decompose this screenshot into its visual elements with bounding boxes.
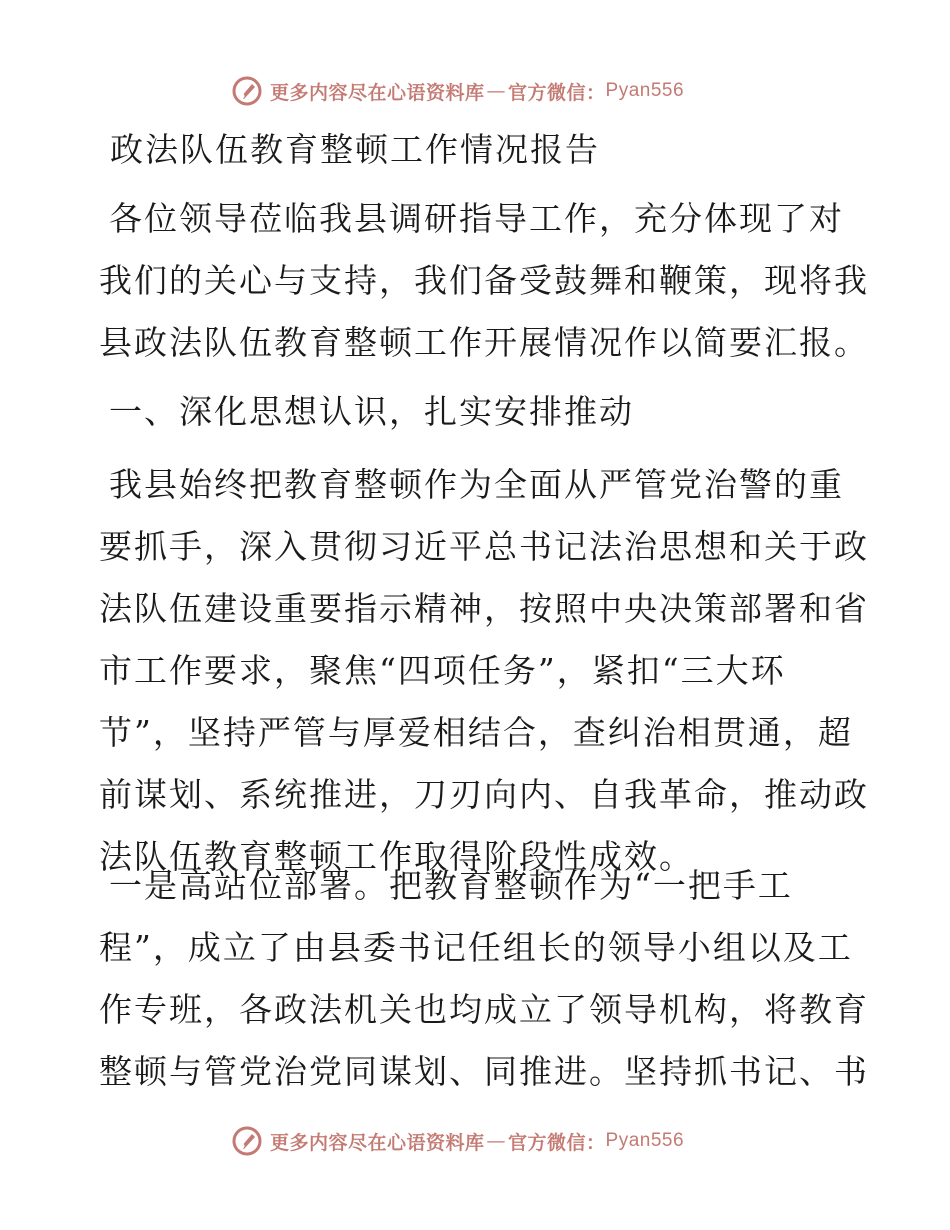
text-line: 作专班，各政法机关也均成立了领导机构，将教育: [99, 990, 869, 1029]
watermark-footer: [232, 1121, 684, 1161]
document-title: 政法队伍教育整顿工作情况报告: [110, 130, 600, 169]
text-line: 我县始终把教育整顿作为全面从严管党治警的重: [109, 465, 844, 504]
text-line: 各位领导莅临我县调研指导工作，充分体现了对: [109, 199, 844, 238]
text-line: 要抓手，深入贯彻习近平总书记法治思想和关于政: [99, 527, 869, 566]
watermark-header: [232, 71, 684, 111]
section1-paragraph: [99, 454, 869, 888]
text-line: 法队伍教育整顿工作取得阶段性成效。: [99, 837, 694, 876]
text-line: 程”，成立了由县委书记任组长的领导小组以及工: [99, 928, 853, 967]
text-line: 整顿与管党治党同谋划、同推进。坚持抓书记、书: [99, 1052, 869, 1091]
watermark-separator: —: [486, 1130, 507, 1152]
section-heading-text: 一、深化思想认识，扎实安排推动: [109, 392, 634, 431]
watermark-account: Pyan556: [605, 1130, 685, 1151]
pen-circle-icon: [232, 76, 262, 106]
text-line: 前谋划、系统推进，刀刃向内、自我革命，推动政: [99, 775, 869, 814]
intro-paragraph: [99, 188, 869, 374]
point1-paragraph: [99, 855, 869, 1103]
text-line: 一是高站位部署。把教育整顿作为“一把手工: [109, 866, 793, 905]
watermark-separator: —: [486, 80, 507, 102]
pen-circle-icon: [232, 1126, 262, 1156]
text-line: 市工作要求，聚焦“四项任务”，紧扣“三大环: [99, 651, 786, 690]
text-line: 法队伍建设重要指示精神，按照中央决策部署和省: [99, 589, 869, 628]
text-line: 节”，坚持严管与厚爱相结合，查纠治相贯通，超: [99, 713, 853, 752]
text-line: 县政法队伍教育整顿工作开展情况作以简要汇报。: [99, 323, 869, 362]
text-line: 我们的关心与支持，我们备受鼓舞和鞭策，现将我: [99, 261, 869, 300]
watermark-text: 更多内容尽在心语资料库: [270, 81, 485, 104]
watermark-contact: 官方微信：: [508, 81, 606, 104]
watermark-text: 更多内容尽在心语资料库: [270, 1131, 485, 1154]
watermark-account: Pyan556: [605, 80, 685, 101]
section-heading: [99, 381, 859, 443]
watermark-contact: 官方微信：: [508, 1131, 606, 1154]
